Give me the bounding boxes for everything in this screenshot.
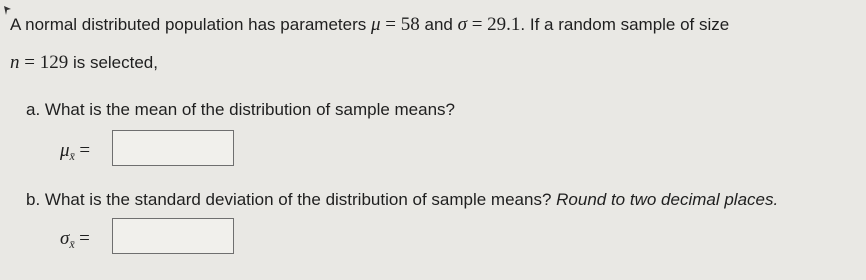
- mu-xbar-symbol: μ: [60, 140, 70, 161]
- and-word: and: [424, 15, 453, 34]
- part-a-equals: =: [79, 140, 91, 161]
- sigma-xbar-subscript: x̄: [69, 237, 75, 251]
- std-dev-answer-input[interactable]: [112, 218, 234, 254]
- sigma-value: = 29.1: [471, 14, 521, 35]
- sigma-xbar-symbol: σ: [60, 228, 70, 249]
- part-b-question: b. What is the standard deviation of the distribution of sample means?: [26, 190, 552, 209]
- part-a-question: a. What is the mean of the distribution of sample means?: [26, 100, 456, 119]
- problem-line-2: [10, 52, 158, 74]
- part-b-label: [60, 228, 90, 252]
- part-a-label: [60, 140, 90, 164]
- problem-line-1: [10, 14, 729, 36]
- mean-answer-input[interactable]: [112, 130, 234, 166]
- intro-suffix: . If a random sample of size: [520, 15, 730, 34]
- mu-value: = 58: [385, 14, 420, 35]
- intro-prefix: A normal distributed population has parameters: [10, 15, 367, 34]
- mu-symbol: μ: [371, 14, 381, 35]
- mu-xbar-subscript: x̄: [69, 149, 75, 163]
- part-b-instruction: Round to two decimal places.: [556, 190, 779, 209]
- line2-suffix: is selected,: [72, 53, 158, 72]
- n-symbol: n: [10, 52, 20, 73]
- n-value: = 129: [24, 52, 69, 73]
- sigma-symbol: σ: [457, 14, 467, 35]
- part-b-question-line: [26, 190, 778, 210]
- part-b-equals: =: [79, 228, 90, 249]
